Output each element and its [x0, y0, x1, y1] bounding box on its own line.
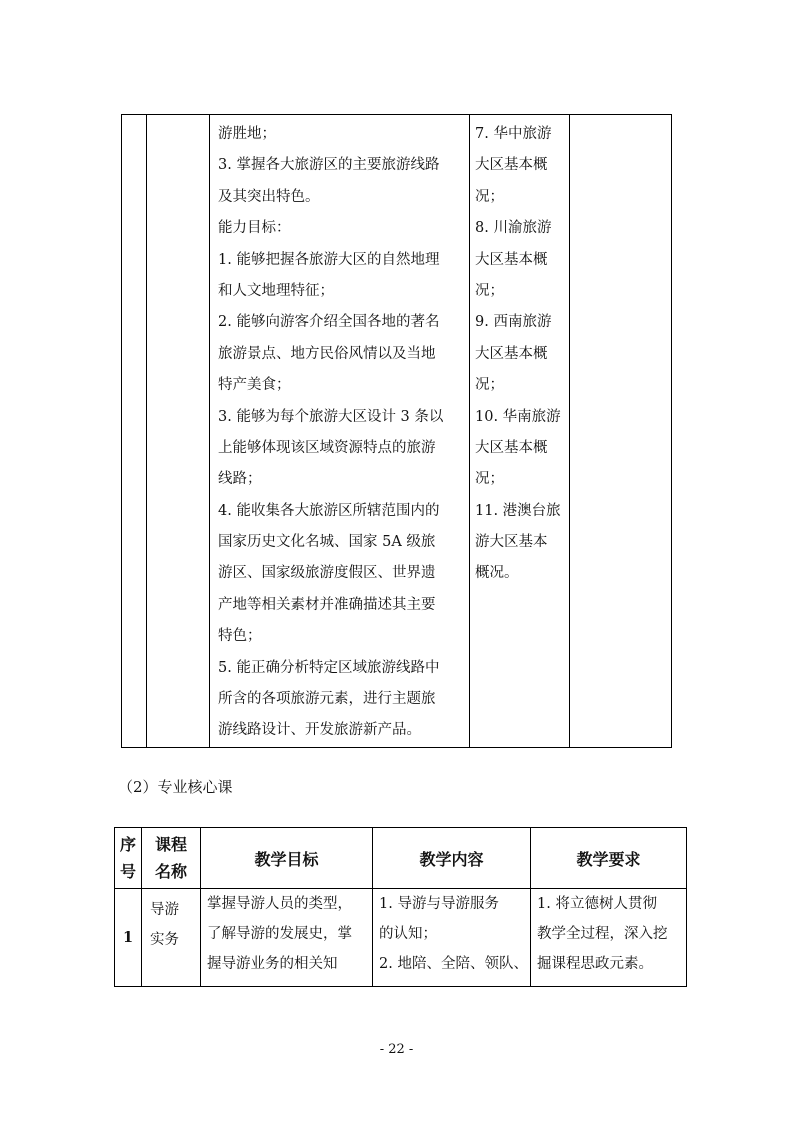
text-line: 7. 华中旅游: [475, 126, 552, 142]
text-line: 和人文地理特征；: [218, 282, 334, 299]
text-line: 大区基本概: [475, 157, 548, 174]
text-line: 况；: [475, 282, 504, 299]
text-line: 大区基本概: [475, 345, 548, 362]
course-table-continued: [121, 114, 672, 748]
header-requirements: 教学要求: [531, 828, 687, 889]
text-line: 国家历史文化名城、国家 5A 级旅: [218, 534, 436, 551]
content-cell: [470, 115, 570, 748]
text-line: 9. 西南旅游: [475, 314, 552, 331]
text-line: 及其突出特色。: [218, 188, 320, 205]
text-line: 况；: [475, 377, 504, 394]
text-line: 游大区基本: [475, 534, 548, 551]
text-line: 所含的各项旅游元素，进行主题旅: [218, 691, 436, 708]
table-row: [115, 889, 687, 987]
text-line: 3. 掌握各大旅游区的主要旅游线路: [218, 157, 440, 174]
objectives-cell: [210, 115, 470, 748]
text-line: 8. 川渝旅游: [475, 220, 552, 237]
section-heading: （2）专业核心课: [118, 778, 233, 796]
text-line: 5. 能正确分析特定区域旅游线路中: [218, 659, 440, 676]
row-requirements: 1. 将立德树人贯彻 教学全过程，深入挖 掘课程思政元素。: [531, 889, 687, 987]
text-line: 3. 能够为每个旅游大区设计 3 条以: [218, 408, 444, 425]
row-content: 1. 导游与导游服务 的认知； 2. 地陪、全陪、领队、: [373, 889, 531, 987]
row-seq: 1: [115, 889, 142, 987]
table-header-row: [115, 828, 687, 889]
course-name-cell: [147, 115, 210, 748]
text-line: 游线路设计、开发旅游新产品。: [218, 722, 421, 739]
text-line: 2. 能够向游客介绍全国各地的著名: [218, 314, 440, 331]
text-line: 11. 港澳台旅: [475, 502, 561, 519]
text-line: 况；: [475, 188, 504, 205]
seq-cell: [122, 115, 147, 748]
text-line: 大区基本概: [475, 251, 548, 268]
text-line: 特色；: [218, 628, 262, 645]
header-seq: 序 号: [115, 828, 142, 889]
text-line: 线路；: [218, 471, 262, 488]
text-line: 4. 能收集各大旅游区所辖范围内的: [218, 502, 440, 519]
text-line: 况；: [475, 471, 504, 488]
text-line: 产地等相关素材并准确描述其主要: [218, 596, 436, 613]
page-number: - 22 -: [379, 1042, 414, 1057]
core-course-table: [114, 827, 687, 987]
text-line: 游区、国家级旅游度假区、世界遗: [218, 565, 436, 582]
text-line: 游胜地；: [218, 126, 276, 142]
text-line: 旅游景点、地方民俗风情以及当地: [218, 345, 436, 362]
header-content: 教学内容: [373, 828, 531, 889]
row-course-name: 导游 实务: [142, 889, 201, 987]
text-line: 大区基本概: [475, 439, 548, 456]
text-line: 能力目标：: [218, 220, 291, 237]
requirements-cell: [570, 115, 672, 748]
header-objectives: 教学目标: [201, 828, 373, 889]
text-line: 10. 华南旅游: [475, 408, 561, 425]
text-line: 1. 能够把握各旅游大区的自然地理: [218, 251, 440, 268]
row-objectives: 掌握导游人员的类型， 了解导游的发展史，掌 握导游业务的相关知: [201, 889, 373, 987]
text-line: 概况。: [475, 565, 519, 582]
header-course-name: 课程 名称: [142, 828, 201, 889]
text-line: 上能够体现该区域资源特点的旅游: [218, 439, 436, 456]
text-line: 特产美食；: [218, 377, 291, 394]
